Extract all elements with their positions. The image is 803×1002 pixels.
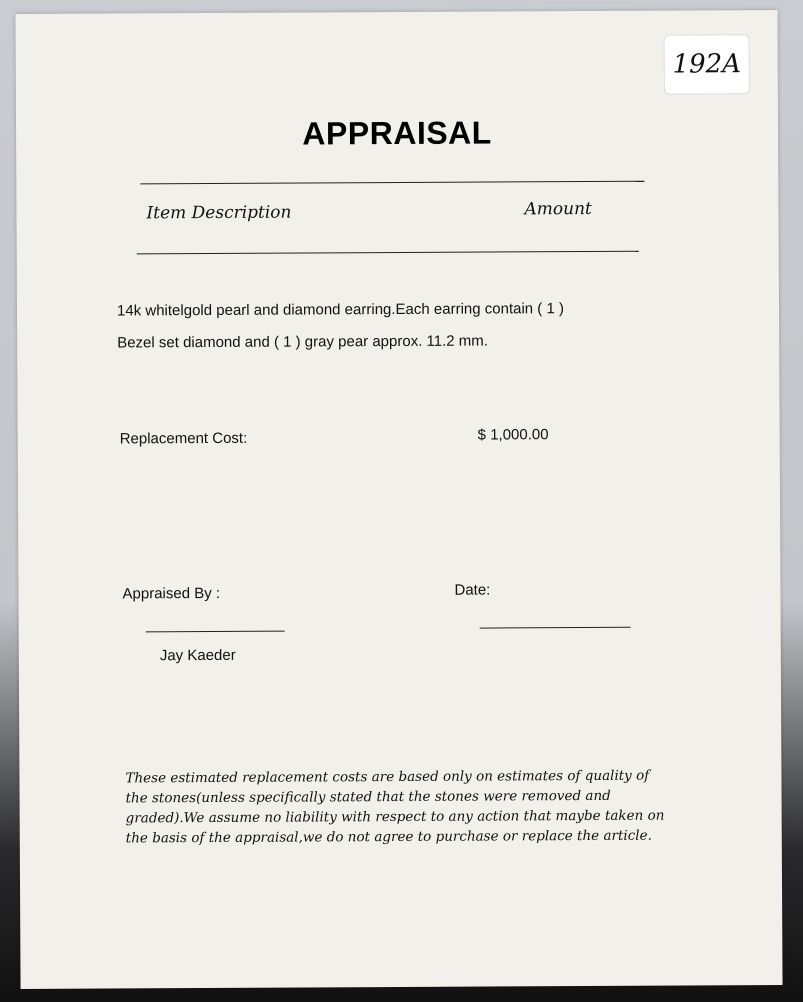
item-description-line-1: 14k whitelgold pearl and diamond earring.Each earring contain ( 1 ) bbox=[116, 300, 564, 320]
item-description-line-2: Bezel set diamond and ( 1 ) gray pear approx. 11.2 mm. bbox=[117, 332, 488, 352]
date-signature-line bbox=[480, 627, 631, 629]
inventory-tag-number: 192A bbox=[672, 49, 742, 80]
date-label: Date: bbox=[454, 581, 491, 599]
appraisal-document bbox=[15, 10, 782, 989]
document-title: APPRAISAL bbox=[302, 114, 492, 152]
disclaimer-text: These estimated replacement costs are based only on estimates of quality of the stones(unless specifically stated that the stones were removed and graded).We assume no liability with respect to any action that maybe taken on the basis of the appraisal,we do not agree to purchase or replace the article. bbox=[125, 767, 665, 847]
amount-header: Amount bbox=[524, 198, 592, 220]
appraiser-signature-line bbox=[146, 631, 285, 633]
header-top-rule bbox=[140, 181, 644, 185]
replacement-cost-label: Replacement Cost: bbox=[119, 429, 248, 448]
item-description bbox=[117, 293, 564, 359]
inventory-tag bbox=[664, 34, 750, 94]
replacement-cost-value: $ 1,000.00 bbox=[477, 426, 549, 444]
appraiser-name: Jay Kaeder bbox=[159, 646, 236, 665]
item-description-header: Item Description bbox=[146, 202, 292, 224]
header-bottom-rule bbox=[137, 251, 639, 255]
appraised-by-label: Appraised By : bbox=[122, 584, 221, 603]
